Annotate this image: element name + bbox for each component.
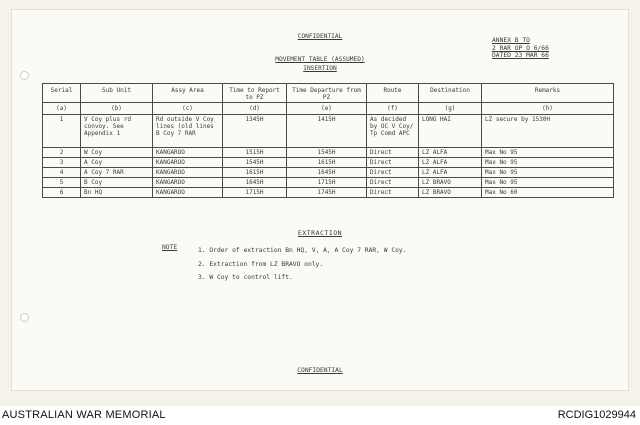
assy-area-cell: KANGAROO <box>153 178 223 188</box>
destination-cell: LZ BRAVO <box>419 178 482 188</box>
note-item: 1. Order of extraction Bn HQ, V, A, A Coy 7 RAR, W Coy. <box>198 247 407 254</box>
assy-area-cell: KANGAROO <box>153 168 223 178</box>
column-letter: (c) <box>153 103 223 115</box>
table-row <box>43 115 614 148</box>
column-letter: (b) <box>81 103 153 115</box>
report-time-cell: 1515H <box>223 148 287 158</box>
document-subtitle: INSERTION <box>303 65 337 72</box>
destination-cell: LZ BRAVO <box>419 188 482 198</box>
archive-id: RCDIG1029944 <box>557 409 636 421</box>
column-header: Destination <box>419 84 482 103</box>
report-time-cell: 1645H <box>223 178 287 188</box>
note-item: 3. W Coy to control lift. <box>198 274 293 281</box>
sub-unit-cell: B Coy <box>81 178 153 188</box>
column-letter: (e) <box>287 103 367 115</box>
archive-caption: AUSTRALIAN WAR MEMORIAL <box>2 409 166 421</box>
destination-cell: LONG HAI <box>419 115 482 148</box>
remarks-cell: Max No 60 <box>482 188 614 198</box>
destination-cell: LZ ALFA <box>419 158 482 168</box>
route-cell: Direct <box>367 188 419 198</box>
column-letter: (g) <box>419 103 482 115</box>
departure-time-cell: 1645H <box>287 168 367 178</box>
column-header: Assy Area <box>153 84 223 103</box>
table-row <box>43 148 614 158</box>
annex-line: 2 RAR OP O 6/66 <box>492 44 549 52</box>
departure-time-cell: 1415H <box>287 115 367 148</box>
remarks-cell: Max No 95 <box>482 178 614 188</box>
column-header: Route <box>367 84 419 103</box>
column-header: Time Departure from PZ <box>287 84 367 103</box>
column-header: Serial <box>43 84 81 103</box>
departure-time-cell: 1545H <box>287 148 367 158</box>
report-time-cell: 1545H <box>223 158 287 168</box>
report-time-cell: 1615H <box>223 168 287 178</box>
route-cell: Direct <box>367 148 419 158</box>
sub-unit-cell: A Coy 7 RAR <box>81 168 153 178</box>
note-label: NOTE <box>162 244 178 251</box>
note-list <box>198 244 407 285</box>
serial-cell: 5 <box>43 178 81 188</box>
serial-cell: 3 <box>43 158 81 168</box>
column-header: Remarks <box>482 84 614 103</box>
assy-area-cell: KANGAROO <box>153 148 223 158</box>
document-title: MOVEMENT TABLE (ASSUMED) <box>275 56 365 63</box>
route-cell: As decided by OC V Coy/ Tp Comd APC <box>367 115 419 148</box>
serial-cell: 4 <box>43 168 81 178</box>
route-cell: Direct <box>367 158 419 168</box>
column-letter: (f) <box>367 103 419 115</box>
serial-cell: 1 <box>43 115 81 148</box>
column-letter: (h) <box>482 103 614 115</box>
sub-unit-cell: Bn HQ <box>81 188 153 198</box>
annex-line: ANNEX B TO <box>492 37 530 44</box>
report-time-cell: 1345H <box>223 115 287 148</box>
destination-cell: LZ ALFA <box>419 148 482 158</box>
column-header: Time to Report to PZ <box>223 84 287 103</box>
table-row <box>43 178 614 188</box>
table-row <box>43 188 614 198</box>
serial-cell: 6 <box>43 188 81 198</box>
annex-line: DATED 23 MAR 66 <box>492 52 549 60</box>
departure-time-cell: 1745H <box>287 188 367 198</box>
assy-area-cell: KANGAROO <box>153 158 223 168</box>
assy-area-cell: KANGAROO <box>153 188 223 198</box>
extraction-heading: EXTRACTION <box>297 229 343 237</box>
report-time-cell: 1715H <box>223 188 287 198</box>
sub-unit-cell: V Coy plus rd convoy. See Appendix 1 <box>81 115 153 148</box>
column-letter: (a) <box>43 103 81 115</box>
remarks-cell: Max No 95 <box>482 158 614 168</box>
classification-top: CONFIDENTIAL <box>297 33 343 40</box>
column-letter: (d) <box>223 103 287 115</box>
document-page <box>12 10 628 390</box>
note-item: 2. Extraction from LZ BRAVO only. <box>198 260 324 268</box>
destination-cell: LZ ALFA <box>419 168 482 178</box>
remarks-cell: Max No 95 <box>482 168 614 178</box>
assy-area-cell: Rd outside V Coy lines (old lines B Coy 7 RAR <box>153 115 223 148</box>
route-cell: Direct <box>367 178 419 188</box>
route-cell: Direct <box>367 168 419 178</box>
classification-bottom: CONFIDENTIAL <box>297 367 343 374</box>
remarks-cell: LZ secure by 1530H <box>482 115 614 148</box>
sub-unit-cell: A Coy <box>81 158 153 168</box>
table-row <box>43 168 614 178</box>
column-header: Sub Unit <box>81 84 153 103</box>
table-row <box>43 158 614 168</box>
column-letter-row <box>43 103 614 115</box>
punch-hole <box>20 313 29 322</box>
serial-cell: 2 <box>43 148 81 158</box>
sub-unit-cell: W Coy <box>81 148 153 158</box>
table-header-row <box>43 84 614 103</box>
departure-time-cell: 1715H <box>287 178 367 188</box>
departure-time-cell: 1615H <box>287 158 367 168</box>
movement-table <box>42 83 614 198</box>
remarks-cell: Max No 95 <box>482 148 614 158</box>
